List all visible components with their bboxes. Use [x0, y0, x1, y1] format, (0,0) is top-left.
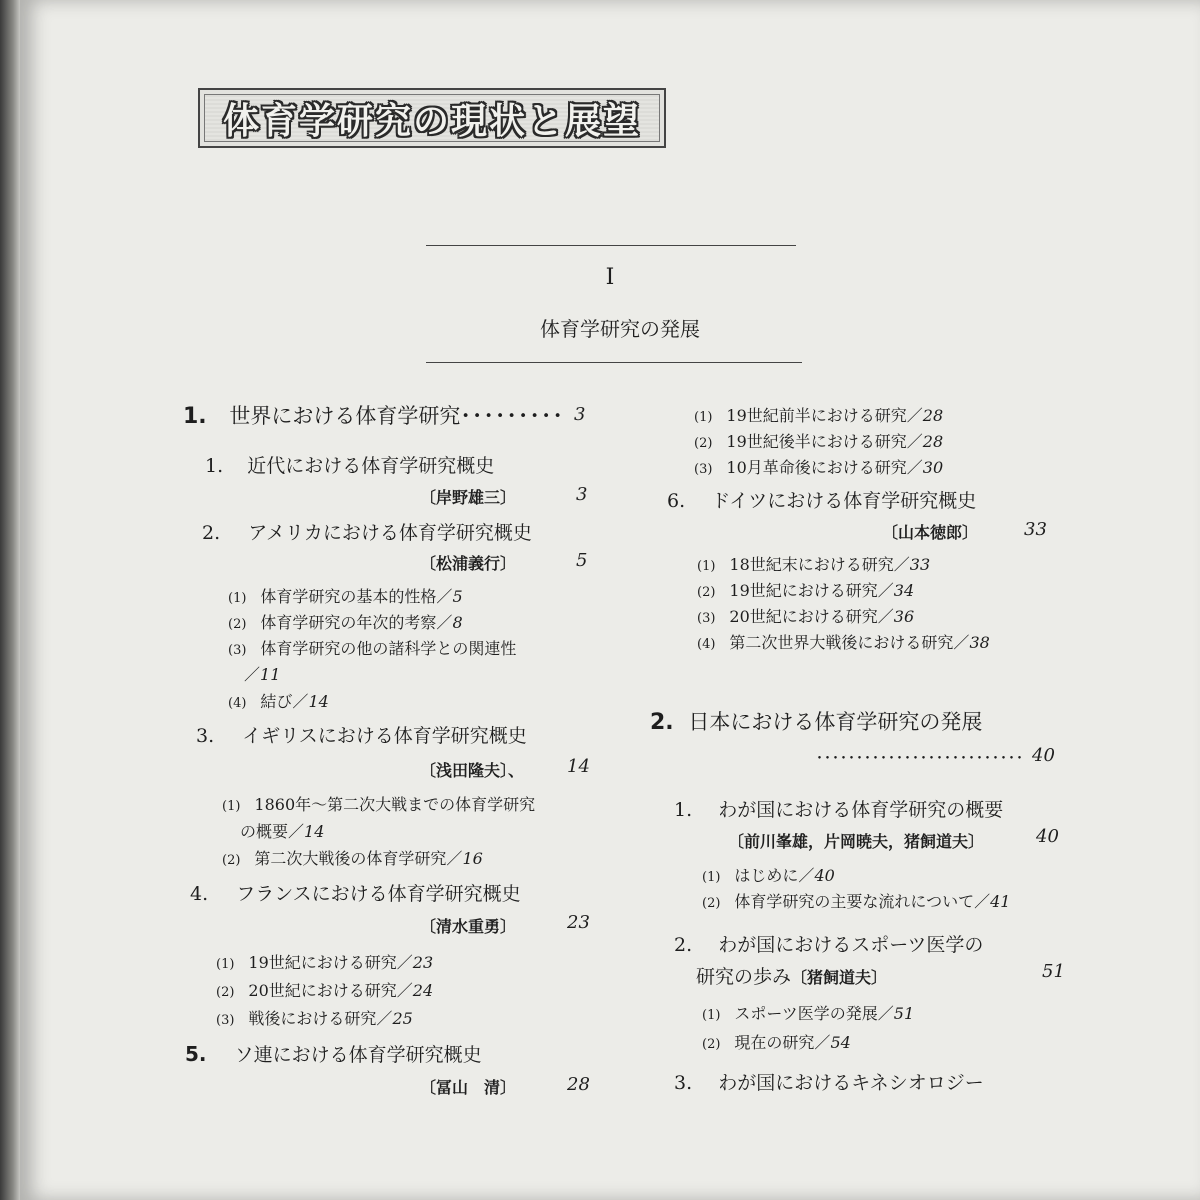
chapter-number: 1. [674, 799, 693, 821]
subsection [228, 610, 463, 633]
chapter-title: アメリカにおける体育学研究概史 [248, 522, 532, 544]
chapter-title: ドイツにおける体育学研究概史 [711, 490, 977, 512]
subsection [228, 689, 329, 712]
subsection [702, 1030, 851, 1053]
chapter-number: 3. [674, 1072, 693, 1094]
chapter-1-6-author: 〔山本徳郎〕 [882, 523, 979, 542]
subsection-page: 28 [922, 432, 944, 451]
chapter-title: フランスにおける体育学研究概史 [236, 883, 521, 905]
chapter-1-1-author: 〔岸野雄三〕 [420, 488, 517, 507]
subsection-page: 23 [412, 953, 434, 972]
page-title-box-inner [204, 94, 660, 142]
subsection-number: (1) [697, 559, 716, 574]
chapter-1-6-page: 33 [1024, 519, 1047, 540]
section-1-number: 1. [183, 404, 207, 429]
subsection-page: 14 [304, 822, 325, 841]
chapter-title: わが国における体育学研究の概要 [718, 799, 1004, 821]
subsection-page: 38 [969, 633, 990, 652]
chapter-2-1 [674, 795, 1003, 822]
subsection-number: (2) [222, 853, 241, 868]
chapter-number: 3. [196, 725, 215, 747]
section-2-heading [650, 706, 982, 736]
subsection [216, 978, 433, 1001]
chapter-number: 1. [205, 455, 224, 477]
chapter-number: 6. [667, 490, 686, 512]
subsection-text: 19世紀前半における研究／ [726, 406, 923, 425]
chapter-2-1-author: 〔前川峯雄，片岡暁夫，猪飼道夫〕 [728, 832, 985, 851]
subsection-text: 体育学研究の主要な流れについて／ [734, 892, 991, 911]
subsection-text: 19世紀における研究／ [248, 953, 413, 972]
subsection-text: 体育学研究の基本的性格／ [260, 587, 453, 606]
subsection-page: 28 [922, 406, 944, 425]
subsection-page: 33 [909, 555, 931, 574]
subsection-number: (3) [697, 611, 716, 626]
part-numeral: I [605, 265, 615, 290]
subsection-number: (3) [216, 1013, 235, 1028]
section-1-leader: ･････････ [460, 404, 564, 428]
subsection-number: (2) [702, 896, 721, 911]
subsection-number: (3) [228, 643, 247, 658]
chapter-1-4-author: 〔清水重勇〕 [420, 917, 517, 936]
subsection-page: 36 [893, 607, 915, 626]
section-1-page: 3 [574, 404, 586, 425]
subsection-number: (2) [702, 1037, 721, 1052]
section-2-leader: ･･････････････････････････ [816, 751, 1024, 767]
subsection-text: の概要／ [240, 822, 305, 841]
bottom-rule [426, 362, 802, 363]
page-title-box [198, 88, 666, 148]
subsection-page: 34 [893, 581, 915, 600]
subsection-number: (1) [216, 957, 235, 972]
subsection-page: 40 [814, 866, 835, 885]
book-spine-shadow [0, 0, 22, 1200]
subsection-text: 戦後における研究／ [248, 1009, 393, 1028]
chapter-1-5-author: 〔冨山 清〕 [420, 1078, 517, 1097]
subsection [697, 552, 930, 575]
chapter-title: 近代における体育学研究概史 [247, 455, 495, 477]
chapter-1-5-page: 28 [567, 1074, 590, 1095]
subsection-text: はじめに／ [734, 866, 815, 885]
subsection-text: ／ [244, 665, 261, 684]
subsection [694, 403, 943, 426]
subsection [216, 950, 433, 973]
chapter-1-2-author: 〔松浦義行〕 [420, 554, 517, 573]
chapter-1-4 [190, 879, 521, 906]
section-1-heading [183, 400, 564, 430]
chapter-2-3 [674, 1068, 984, 1095]
chapter-number: 5. [185, 1042, 207, 1066]
section-2-page: 40 [1032, 745, 1055, 766]
chapter-2-2-author: 〔猪飼道夫〕 [791, 968, 888, 987]
subsection-page: 25 [392, 1009, 413, 1028]
subsection-page: 54 [830, 1033, 851, 1052]
subsection [228, 584, 463, 607]
chapter-title-line2: 研究の歩み [696, 966, 792, 988]
subsection-page: 51 [893, 1004, 915, 1023]
page-title: 体育学研究の現状と展望 [222, 100, 641, 142]
subsection-number: (2) [697, 585, 716, 600]
subsection [697, 578, 914, 601]
subsection-text: 19世紀後半における研究／ [726, 432, 923, 451]
subsection-text: 現在の研究／ [734, 1033, 831, 1052]
subsection-page: 30 [922, 458, 944, 477]
section-2-number: 2. [650, 710, 674, 735]
subsection-page: 24 [412, 981, 434, 1000]
chapter-1-1 [205, 451, 494, 478]
chapter-1-2-page: 5 [576, 550, 588, 571]
subsection-text: 第二次大戦後の体育学研究／ [254, 849, 463, 868]
chapter-2-1-page: 40 [1036, 826, 1059, 847]
subsection-continued [244, 662, 280, 685]
subsection-page: 8 [452, 613, 463, 632]
chapter-2-2-title-continued [696, 962, 887, 989]
subsection-text: 結び／ [260, 692, 309, 711]
subsection [222, 792, 535, 815]
subsection [697, 604, 914, 627]
subsection-text: 1860年～第二次大戦までの体育学研究 [254, 795, 536, 814]
subsection-number: (1) [702, 870, 721, 885]
subsection-text: 第二次世界大戦後における研究／ [729, 633, 970, 652]
subsection [702, 863, 835, 886]
part-title: 体育学研究の発展 [540, 317, 700, 341]
subsection-number: (1) [222, 799, 241, 814]
subsection-continued [240, 819, 324, 842]
subsection-number: (2) [216, 985, 235, 1000]
subsection [222, 846, 483, 869]
subsection-number: (2) [228, 617, 247, 632]
chapter-2-2-page: 51 [1042, 961, 1065, 982]
subsection-text: 18世紀末における研究／ [729, 555, 910, 574]
chapter-title: イギリスにおける体育学研究概史 [242, 725, 527, 747]
section-1-title: 世界における体育学研究 [229, 404, 461, 428]
subsection-number: (4) [228, 696, 247, 711]
subsection [694, 429, 943, 452]
chapter-1-1-page: 3 [576, 484, 588, 505]
chapter-number: 2. [674, 934, 693, 956]
subsection-number: (1) [702, 1008, 721, 1023]
subsection-number: (2) [694, 436, 713, 451]
subsection-number: (3) [694, 462, 713, 477]
book-page [20, 0, 1200, 1200]
chapter-1-5 [185, 1040, 482, 1067]
subsection-page: 14 [308, 692, 329, 711]
subsection-number: (1) [694, 410, 713, 425]
subsection-number: (4) [697, 637, 716, 652]
chapter-2-2 [674, 930, 983, 957]
chapter-number: 4. [190, 883, 209, 905]
chapter-1-6 [667, 486, 976, 513]
subsection [228, 636, 516, 659]
chapter-1-3 [196, 721, 527, 748]
subsection [702, 889, 1010, 912]
chapter-number: 2. [202, 522, 221, 544]
subsection-text: スポーツ医学の発展／ [734, 1004, 894, 1023]
subsection-text: 体育学研究の他の諸科学との関連性 [260, 639, 517, 658]
subsection [697, 630, 990, 653]
subsection-text: 20世紀における研究／ [248, 981, 413, 1000]
chapter-title: わが国におけるスポーツ医学の [718, 934, 984, 956]
subsection-number: (1) [228, 591, 247, 606]
subsection-text: 19世紀における研究／ [729, 581, 894, 600]
subsection-page: 5 [452, 587, 463, 606]
chapter-1-3-page: 14 [567, 756, 590, 777]
top-rule [426, 245, 796, 246]
subsection-text: 体育学研究の年次的考察／ [260, 613, 453, 632]
chapter-1-4-page: 23 [567, 912, 590, 933]
subsection [702, 1001, 914, 1024]
subsection [216, 1006, 413, 1029]
section-2-title: 日本における体育学研究の発展 [688, 710, 983, 734]
chapter-1-3-author: 〔浅田隆夫〕、 [420, 761, 525, 780]
chapter-title: わが国におけるキネシオロジー [718, 1072, 984, 1094]
subsection-page: 16 [462, 849, 483, 868]
subsection [694, 455, 943, 478]
subsection-text: 20世紀における研究／ [729, 607, 894, 626]
subsection-page: 41 [990, 892, 1011, 911]
subsection-page: 11 [260, 665, 281, 684]
chapter-1-2 [202, 518, 532, 545]
chapter-title: ソ連における体育学研究概史 [234, 1044, 482, 1066]
subsection-text: 10月革命後における研究／ [726, 458, 923, 477]
